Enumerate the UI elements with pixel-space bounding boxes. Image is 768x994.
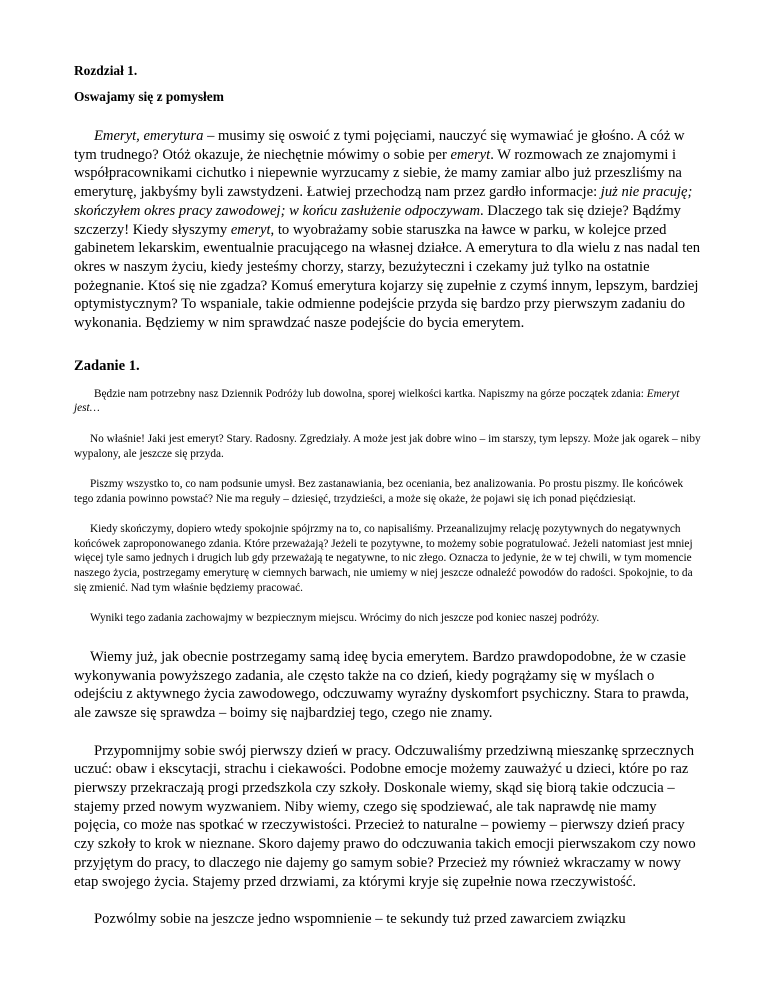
task-emphasis-1: Emeryt jest… xyxy=(74,387,680,415)
task-paragraph-1 xyxy=(74,387,702,416)
task-paragraph-2 xyxy=(74,432,702,461)
intro-text-3: . Dlaczego tak się dzieje? Bądźmy szczerzy! Kiedy słyszymy xyxy=(74,202,681,238)
task-text-4: Kiedy skończymy, dopiero wtedy spokojnie spójrzmy na to, co napisaliśmy. Przeanalizujmy relację pozytywnych do negatywnych końcówek zaproponowanego zdania. Które przeważają? Jeżeli te pozytywne, to możemy sobie pogratulować. Jeżeli natomiast jest mniej więcej tyle samo jednych i drugich lub gdy przeważają te negatywne, to nic złego. Oznacza to jedynie, że w tej chwili, w tym momencie naszego życia, postrzegamy emeryturę w ciemnych barwach, nie umiemy w niej jeszcze odnaleźć powodów do radości. Spokojnie, to da się zmienić. Nad tym właśnie będziemy pracować. xyxy=(74,523,693,594)
intro-paragraph xyxy=(74,127,702,333)
task-paragraph-4 xyxy=(74,522,702,595)
intro-text-2: . W rozmowach ze znajomymi i współpracownikami cichutko i niepewnie wyrzucamy z siebie, że mamy zamiar albo już przeszliśmy na emeryturę, jakbyśmy byli zawstydzeni. Łatwiej przechodzą nam przez gardło informacje: xyxy=(74,146,682,201)
intro-text-4: , to wyobrażamy sobie staruszka na ławce w parku, w kolejce przed gabinetem lekarskim, ewentualnie pracującego na własnej działce. A emerytura to dla wielu z nas nadal ten okres w naszym życiu, kiedy jesteśmy chorzy, starzy, bezużyteczni i czekamy już tylko na ostatnie pożegnanie. Ktoś się nie zgadza? Komuś emerytura kojarzy się zupełnie z czymś innym, lepszym, bardziej optymistycznym? To wspaniale, takie odmienne podejście przyda się bardzo przy pierwszym zadaniu do wykonania. Będziemy w nim sprawdzać nasze podejście do bycia emerytem. xyxy=(74,221,701,332)
body-text-3: Pozwólmy sobie na jeszcze jedno wspomnienie – te sekundy tuż przed zawarciem związku xyxy=(94,911,626,928)
intro-text-1: – musimy się oswoić z tymi pojęciami, nauczyć się wymawiać je głośno. A cóż w tym trudnego? Otóż okazuje, że niechętnie mówimy o sobie per xyxy=(74,128,685,163)
intro-emphasis-3: już nie pracuję; skończyłem okres pracy zawodowej; w końcu zasłużenie odpoczywam xyxy=(74,184,693,219)
body-text-2: Przypomnijmy sobie swój pierwszy dzień w pracy. Odczuwaliśmy przedziwną mieszankę sprzecznych uczuć: obaw i ekscytacji, strachu i ciekawości. Podobne emocje możemy zauważyć u dzieci, które po raz pierwszy przekraczają progi przedszkola czy szkoły. Doskonale wiemy, skąd się biorą takie odczucia – stajemy przed nowym wyzwaniem. Niby wiemy, czego się spodziewać, ale tak naprawdę nie mamy pojęcia, co może nas spotkać w rzeczywistości. Przecież to naturalne – powiemy – pierwszy dzień pracy czy szkoły to krok w nieznane. Skoro dajemy prawo do odczuwania takich emocji pierwszakom czy nowo przyjętym do pracy, to dlaczego nie dajemy go samym sobie? Przecież my również wkraczamy w nowy etap swojego życia. Stajemy przed drzwiami, za którymi kryje się zupełnie nowa rzeczywistość. xyxy=(74,742,696,890)
task-paragraph-3 xyxy=(74,477,702,506)
task-text-2: No właśnie! Jaki jest emeryt? Stary. Radosny. Zgredziały. A może jest jak dobre wino – im starszy, tym lepszy. Może jak ogarek – niby wypalony, ale jeszcze się przyda. xyxy=(74,432,701,460)
intro-emphasis-2: emeryt xyxy=(450,146,491,163)
body-text-1: Wiemy już, jak obecnie postrzegamy samą ideę bycia emerytem. Bardzo prawdopodobne, że w czasie wykonywania powyższego zadania, ale często także na co dzień, kiedy pogrążamy się w myślach o odejściu z aktywnego życia zawodowego, odczuwamy wyraźny dyskomfort psychiczny. Stara to prawda, ale zawsze się sprawdza – boimy się najbardziej tego, czego nie znamy. xyxy=(74,648,690,721)
task-text-1: Będzie nam potrzebny nasz Dziennik Podróży lub dowolna, sporej wielkości kartka. Napiszmy na górze początek zdania: xyxy=(94,387,647,400)
intro-emphasis-1: Emeryt, emerytura xyxy=(94,128,204,144)
task-paragraph-5 xyxy=(74,611,702,626)
body-paragraph-1 xyxy=(74,648,702,723)
document-page xyxy=(74,62,702,929)
task-title: Zadanie 1. xyxy=(74,357,140,374)
task-text-5: Wyniki tego zadania zachowajmy w bezpiecznym miejscu. Wrócimy do nich jeszcze pod koniec naszej podróży. xyxy=(90,612,600,625)
task-text-3: Piszmy wszystko to, co nam podsunie umysł. Bez zastanawiania, bez oceniania, bez analizowania. Po prostu piszmy. Ile końcówek tego zdania powinno powstać? Nie ma reguły – dziesięć, trzydzieści, a może się okaże, że pojawi się ich ponad pięćdziesiąt. xyxy=(74,478,684,505)
chapter-number: Rozdział 1. xyxy=(74,63,138,78)
intro-emphasis-4: emeryt xyxy=(230,221,271,238)
body-paragraph-2 xyxy=(74,742,702,892)
body-paragraph-3 xyxy=(74,910,702,929)
chapter-title: Oswajamy się z pomysłem xyxy=(74,89,224,104)
